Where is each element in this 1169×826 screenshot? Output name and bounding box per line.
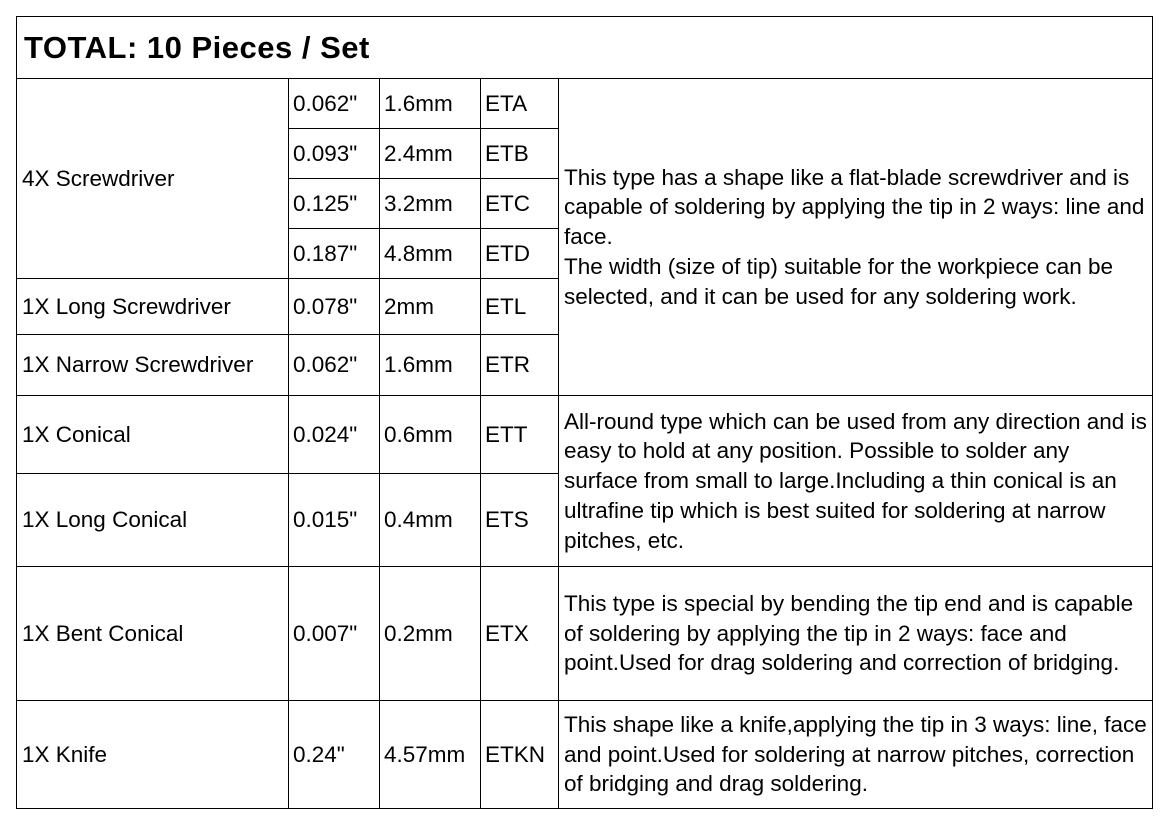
tip-code-cell: ETD	[481, 229, 559, 279]
tip-code-cell: ETX	[481, 567, 559, 701]
tip-inch-cell: 0.187"	[289, 229, 380, 279]
tip-inch-cell: 0.093"	[289, 129, 380, 179]
tip-name-cell: 1X Conical	[17, 396, 289, 474]
tip-mm-cell: 0.4mm	[380, 474, 481, 567]
tip-name-cell: 1X Long Conical	[17, 474, 289, 567]
tip-code-cell: ETS	[481, 474, 559, 567]
tip-set-spec-sheet	[16, 16, 1152, 809]
tip-inch-cell: 0.125"	[289, 179, 380, 229]
tip-mm-cell: 3.2mm	[380, 179, 481, 229]
tip-inch-cell: 0.078"	[289, 279, 380, 335]
tip-name-cell: 1X Long Screwdriver	[17, 279, 289, 335]
tip-mm-cell: 2.4mm	[380, 129, 481, 179]
bent-description: This type is special by bending the tip end and is capable of soldering by applying the tip in 2 ways: face and point.Used for drag soldering and correction of bridging.	[559, 567, 1153, 701]
tip-code-cell: ETT	[481, 396, 559, 474]
table-row	[17, 567, 1153, 701]
tip-code-cell: ETC	[481, 179, 559, 229]
tip-code-cell: ETL	[481, 279, 559, 335]
tip-code-cell: ETA	[481, 79, 559, 129]
tip-mm-cell: 0.2mm	[380, 567, 481, 701]
knife-description: This shape like a knife,applying the tip in 3 ways: line, face and point.Used for soldering at narrow pitches, correction of bridging and drag soldering.	[559, 701, 1153, 809]
tip-name-cell: 1X Bent Conical	[17, 567, 289, 701]
tip-inch-cell: 0.24"	[289, 701, 380, 809]
tip-code-cell: ETR	[481, 335, 559, 396]
tip-inch-cell: 0.015"	[289, 474, 380, 567]
table-row	[17, 701, 1153, 809]
tip-inch-cell: 0.062"	[289, 79, 380, 129]
tip-code-cell: ETKN	[481, 701, 559, 809]
tip-code-cell: ETB	[481, 129, 559, 179]
title-row	[17, 17, 1153, 79]
tip-mm-cell: 1.6mm	[380, 335, 481, 396]
tip-name-cell: 1X Narrow Screwdriver	[17, 335, 289, 396]
tip-mm-cell: 4.8mm	[380, 229, 481, 279]
table-row	[17, 396, 1153, 474]
screwdriver-description	[559, 79, 1153, 396]
tip-mm-cell: 1.6mm	[380, 79, 481, 129]
tip-mm-cell: 4.57mm	[380, 701, 481, 809]
set-total-title: TOTAL: 10 Pieces / Set	[17, 17, 1153, 79]
table-row	[17, 79, 1153, 129]
tip-inch-cell: 0.062"	[289, 335, 380, 396]
tip-mm-cell: 2mm	[380, 279, 481, 335]
tip-spec-table	[16, 16, 1153, 809]
screwdriver-description-text: This type has a shape like a flat-blade screwdriver and is capable of soldering by applying the tip in 2 ways: line and face. The width (size of tip) suitable for the workpiece can be selected, and it can be used for any soldering work.	[564, 164, 1145, 309]
tip-name-cell: 1X Knife	[17, 701, 289, 809]
tip-inch-cell: 0.024"	[289, 396, 380, 474]
tip-name-cell: 4X Screwdriver	[17, 79, 289, 279]
tip-inch-cell: 0.007"	[289, 567, 380, 701]
tip-mm-cell: 0.6mm	[380, 396, 481, 474]
conical-description: All-round type which can be used from any direction and is easy to hold at any position. Possible to solder any surface from small to large.Including a thin conical is an ultrafine tip which is best suited for soldering at narrow pitches, etc.	[559, 396, 1153, 567]
